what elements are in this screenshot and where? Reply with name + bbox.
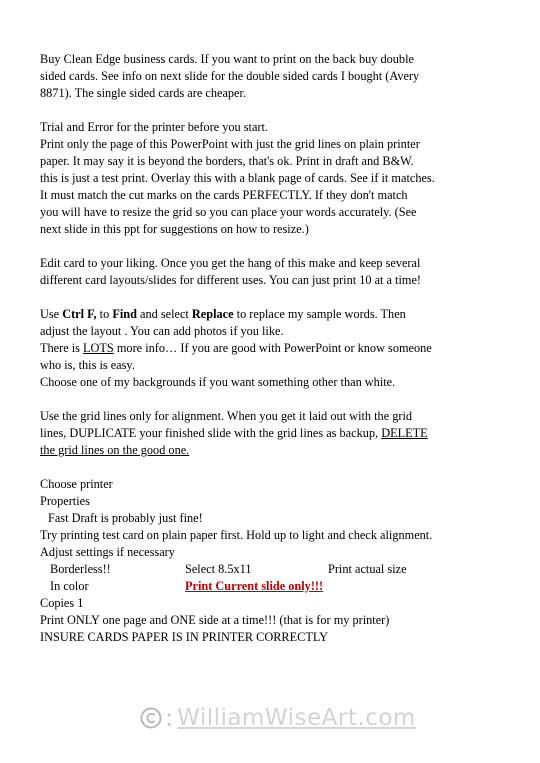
text-line: who is, this is easy. bbox=[40, 358, 135, 372]
text-line: Adjust settings if necessary bbox=[40, 545, 175, 559]
find-keyword: Find bbox=[112, 307, 137, 321]
paragraph-trial-and-error bbox=[40, 119, 510, 238]
website-link[interactable]: WilliamWiseArt.com bbox=[177, 705, 416, 731]
actual-size-setting: Print actual size bbox=[328, 562, 407, 576]
text-line: Edit card to your liking. Once you get the hang of this make and keep several bbox=[40, 256, 421, 270]
borderless-setting: Borderless!! bbox=[50, 562, 111, 576]
text-line: 8871). The single sided cards are cheaper. bbox=[40, 86, 247, 100]
paragraph-buy-cards bbox=[40, 51, 510, 102]
text-line: Properties bbox=[40, 494, 90, 508]
text-line: Trial and Error for the printer before you start. bbox=[40, 120, 268, 134]
paper-size-setting: Select 8.5x11 bbox=[185, 562, 252, 576]
lots-underlined: LOTS bbox=[83, 341, 114, 355]
text-line: Use the grid lines only for alignment. When you get it laid out with the grid bbox=[40, 409, 413, 423]
text-line: Print ONLY one page and ONE side at a time!!! (that is for my printer) bbox=[40, 613, 390, 627]
text-line: INSURE CARDS PAPER IS IN PRINTER CORRECTLY bbox=[40, 630, 329, 644]
text-line: Fast Draft is probably just fine! bbox=[48, 511, 203, 525]
text-line: Use Ctrl F, to Find and select Replace to replace my sample words. Then bbox=[40, 307, 406, 321]
text-line: this is just a test print. Overlay this with a blank page of cards. See if it matches. bbox=[40, 171, 435, 185]
paragraph-find-replace bbox=[40, 306, 510, 391]
document-body bbox=[40, 51, 510, 646]
text-line: Copies 1 bbox=[40, 596, 84, 610]
copyright-icon bbox=[140, 707, 162, 729]
text-line: It must match the cut marks on the cards PERFECTLY. If they don't match bbox=[40, 188, 408, 202]
text-line: Choose printer bbox=[40, 477, 113, 491]
delete-underlined: DELETE bbox=[381, 426, 428, 440]
color-setting: In color bbox=[50, 579, 89, 593]
text-line: adjust the layout . You can add photos if you like. bbox=[40, 324, 284, 338]
footer-watermark bbox=[140, 700, 460, 736]
text-line: Buy Clean Edge business cards. If you want to print on the back buy double bbox=[40, 52, 414, 66]
ctrl-f-keyword: Ctrl F, bbox=[62, 307, 97, 321]
paragraph-grid-lines bbox=[40, 408, 510, 459]
text-line: lines, DUPLICATE your finished slide with the grid lines as backup, DELETE bbox=[40, 426, 428, 440]
text-line: sided cards. See info on next slide for the double sided cards I bought (Avery bbox=[40, 69, 420, 83]
text-line: you will have to resize the grid so you can place your words accurately. (See bbox=[40, 205, 417, 219]
paragraph-edit-card bbox=[40, 255, 510, 289]
text-line: the grid lines on the good one. bbox=[40, 443, 190, 457]
text-line: Choose one of my backgrounds if you want something other than white. bbox=[40, 375, 396, 389]
footer-colon: : bbox=[165, 704, 174, 732]
text-line: Try printing test card on plain paper first. Hold up to light and check alignment. bbox=[40, 528, 433, 542]
replace-keyword: Replace bbox=[191, 307, 234, 321]
text-line: different card layouts/slides for different uses. You can just print 10 at a time! bbox=[40, 273, 422, 287]
settings-row bbox=[40, 578, 510, 595]
print-current-slide-note: Print Current slide only!!! bbox=[185, 579, 324, 593]
paragraph-printer-settings bbox=[40, 476, 510, 646]
text-line: There is LOTS more info… If you are good with PowerPoint or know someone bbox=[40, 341, 432, 355]
text-line: paper. It may say it is beyond the borders, that's ok. Print in draft and B&W. bbox=[40, 154, 414, 168]
text-line: Print only the page of this PowerPoint with just the grid lines on plain printer bbox=[40, 137, 420, 151]
settings-row bbox=[40, 561, 510, 578]
text-line: next slide in this ppt for suggestions on how to resize.) bbox=[40, 222, 309, 236]
